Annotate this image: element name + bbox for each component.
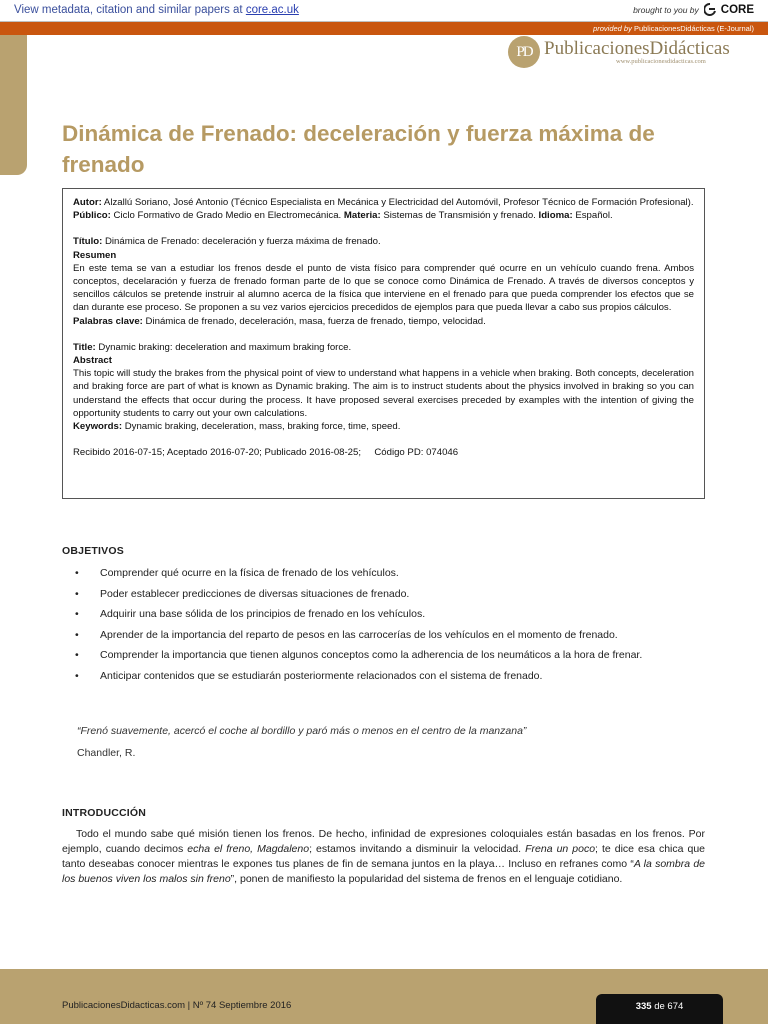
materia-label: Materia: <box>343 210 381 222</box>
title-en-value: Dynamic braking: deceleration and maximum braking force. <box>98 341 352 353</box>
publico-line <box>73 209 694 222</box>
list-item <box>62 648 705 663</box>
dates-line <box>73 446 694 459</box>
intro-text-3: ; te dice esa chica que tanto deseabas conocer mientras le expones tus planes de fin de semana juntos en la playa… Incluso en refranes como “ <box>62 843 705 870</box>
titulo-line <box>73 235 694 248</box>
list-item <box>62 607 705 622</box>
page-current: 335 <box>635 1001 652 1012</box>
intro-emphasis-2: Frena un poco <box>525 843 596 855</box>
list-item <box>62 628 705 643</box>
objetivo-text: Anticipar contenidos que se estudiarán posteriormente relacionados con el sistema de frenado. <box>100 669 543 682</box>
provided-by-source[interactable]: PublicacionesDidácticas (E-Journal) <box>633 24 754 33</box>
objetivo-text: Aprender de la importancia del reparto de pesos en las carrocerías de los vehículos en el momento de frenado. <box>100 628 618 641</box>
idioma-label: Idioma: <box>538 210 573 222</box>
page-number-box <box>596 994 723 1024</box>
idioma-value: Español. <box>575 210 613 222</box>
article-title: Dinámica de Frenado: deceleración y fuerza máxima de frenado <box>62 121 655 177</box>
bullet-icon: • <box>75 669 79 682</box>
bullet-icon: • <box>75 628 79 641</box>
footer-journal: PublicacionesDidacticas.com | Nº 74 Septiembre 2016 <box>62 1000 292 1011</box>
introduccion-heading: INTRODUCCIÓN <box>62 807 147 819</box>
resumen-heading <box>73 249 694 262</box>
palabras-value: Dinámica de frenado, deceleración, masa, fuerza de frenado, tiempo, velocidad. <box>145 315 486 327</box>
objetivos-list <box>62 566 705 689</box>
intro-emphasis-1: echa el freno, Magdaleno <box>187 843 310 855</box>
provided-by-bar <box>0 22 768 35</box>
objetivo-text: Comprender la importancia que tienen algunos conceptos como la adherencia de los neumáticos a la hora de frenar. <box>100 649 643 661</box>
autor-line <box>73 196 694 209</box>
side-tab-decoration <box>0 35 27 175</box>
keywords-value: Dynamic braking, deceleration, mass, braking force, time, speed. <box>124 421 401 433</box>
objetivo-text: Adquirir una base sólida de los principios de frenado en los vehículos. <box>100 608 426 620</box>
introduccion-paragraph <box>62 827 705 887</box>
publico-label: Público: <box>73 210 111 222</box>
abstract-en-text: This topic will study the brakes from the physical point of view to understand what happens in a vehicle when braking. Both concepts, deceleration and braking force are part of what is known as Dynamic braking. The aim is to instruct students about the physics involved in braking so you can understand the effects that occur during the process. It have proposed several exercises preceded by examples with the intention of giving the opportunity students to carry out your own calculations. <box>73 368 694 419</box>
materia-value: Sistemas de Transmisión y frenado. <box>383 210 536 222</box>
objetivos-heading: OBJETIVOS <box>62 545 124 557</box>
abstract-heading <box>73 354 694 367</box>
list-item <box>62 587 705 602</box>
resumen-text: En este tema se van a estudiar los frenos desde el punto de vista físico para comprender qué ocurre en un vehículo cuando frena. Ambos conceptos, decelaración y fuerza de frenado forman parte de lo que se conoce como Dinámica de Frenado. A través de diversos conceptos y sencillos cálculos se pretende instruir al alumno acerca de la física que interviene en el frenado para que pueda comprender los efectos que se dan durante ese proceso. Se proponen a su vez varios ejercicios precedidos de ejemplos para que pueda llevar a cabo sus propios cálculos. <box>73 262 694 314</box>
epigraph-quote: “Frenó suavemente, acercó el coche al bordillo y paró más o menos en el centro de la manzana” <box>77 725 527 737</box>
bullet-icon: • <box>75 608 79 620</box>
abstract-label: Abstract <box>73 355 112 367</box>
core-metadata-prefix: View metadata, citation and similar papers at <box>14 4 246 16</box>
logo-url: www.publicacionesdidacticas.com <box>616 58 706 65</box>
dates-value: Recibido 2016-07-15; Aceptado 2016-07-20; Publicado 2016-08-25; <box>73 447 362 459</box>
bullet-icon: • <box>75 649 79 661</box>
provided-by-label: provided by <box>593 24 632 33</box>
logo-name: PublicacionesDidácticas <box>544 38 730 59</box>
objetivo-text: Poder establecer predicciones de diversas situaciones de frenado. <box>100 587 410 600</box>
page-footer <box>0 969 768 1024</box>
keywords-label: Keywords: <box>73 421 123 433</box>
brought-to-you-label: brought to you by <box>633 4 699 15</box>
epigraph-author: Chandler, R. <box>77 747 136 759</box>
abstract-box <box>62 188 705 499</box>
publico-value: Ciclo Formativo de Grado Medio en Electromecánica. <box>113 210 342 222</box>
intro-text-4: ”, ponen de manifiesto la popularidad del sistema de frenos en el lenguaje cotidiano. <box>230 873 623 885</box>
autor-label: Autor: <box>73 197 102 208</box>
title-en-label: Title: <box>73 341 96 353</box>
core-metadata-link-text <box>14 4 299 16</box>
title-en-line <box>73 341 694 354</box>
resumen-label: Resumen <box>73 249 117 261</box>
list-item <box>62 566 705 581</box>
keywords-line <box>73 420 694 433</box>
intro-text-2: ; estamos invitando a disminuir la velocidad. <box>309 843 526 855</box>
titulo-value: Dinámica de Frenado: deceleración y fuerza máxima de frenado. <box>104 236 381 248</box>
publicaciones-logo <box>508 36 748 70</box>
core-wordmark: CORE <box>720 3 754 16</box>
intro-text-1: Todo el mundo sabe qué misión tienen los frenos. De hecho, infinidad de expresiones coloquiales están basadas en los frenos. Por ejemplo, cuando decimos <box>62 828 705 855</box>
bullet-icon: • <box>75 587 79 600</box>
core-banner <box>0 0 768 22</box>
core-logo-icon <box>704 3 716 16</box>
list-item <box>62 669 705 684</box>
page-total: de 674 <box>654 1001 684 1012</box>
logo-mark-icon: PD <box>508 36 540 68</box>
codigo-pd: Código PD: 074046 <box>374 447 459 459</box>
core-brand[interactable] <box>633 3 754 16</box>
objetivo-text: Comprender qué ocurre en la física de frenado de los vehículos. <box>100 567 399 579</box>
palabras-label: Palabras clave: <box>73 315 143 327</box>
core-link[interactable]: core.ac.uk <box>245 4 299 16</box>
bullet-icon: • <box>75 567 79 579</box>
titulo-label: Título: <box>73 236 103 248</box>
palabras-clave-line <box>73 315 694 328</box>
autor-value: Alzallú Soriano, José Antonio (Técnico Especialista en Mecánica y Electricidad del Automóvil, Profesor Técnico de Formación Profesional). <box>103 197 694 208</box>
intro-emphasis-3: A la sombra de los buenos viven los malos sin freno <box>62 858 705 885</box>
